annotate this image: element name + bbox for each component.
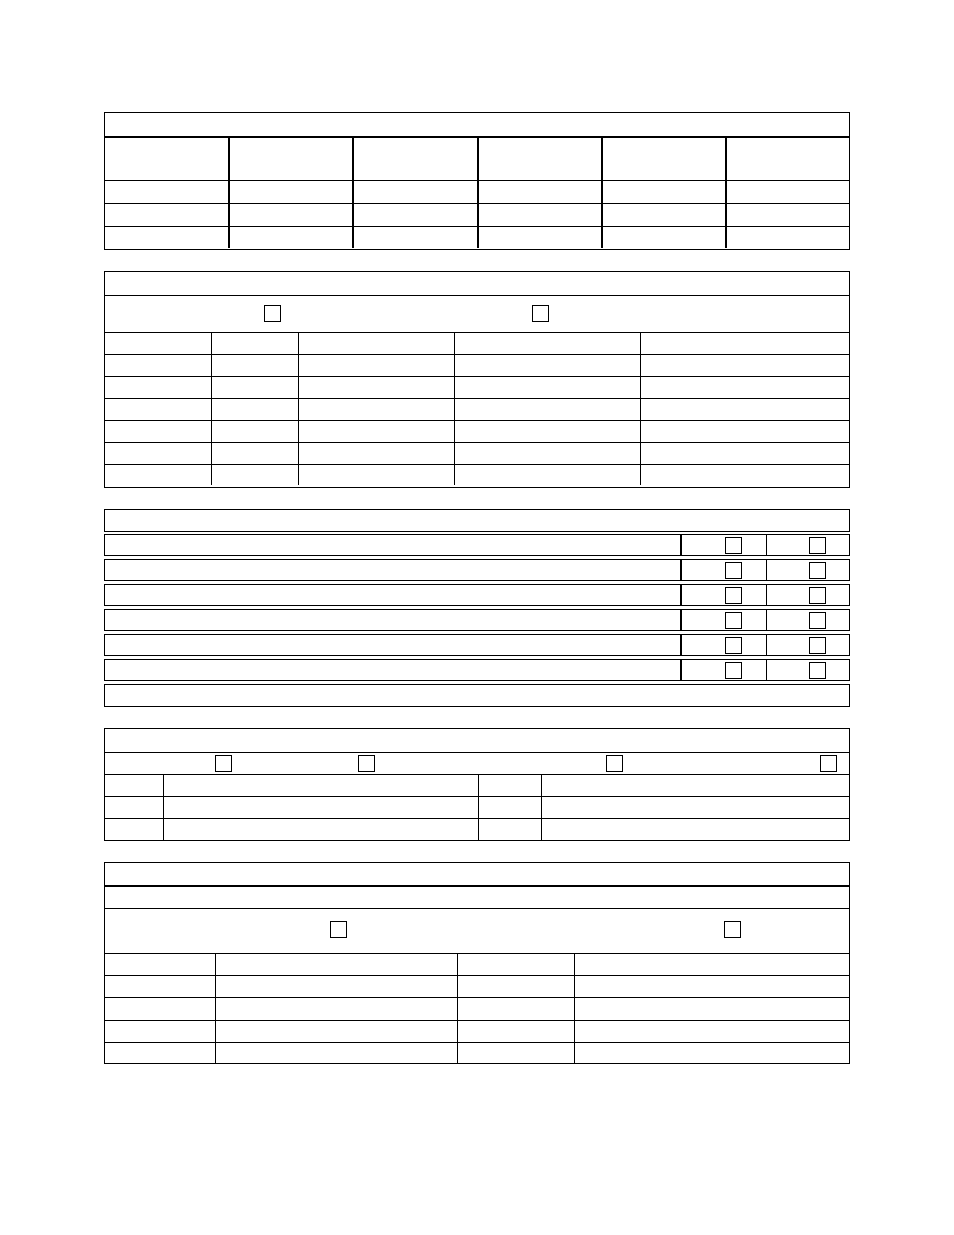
header-cell-6 (725, 138, 849, 180)
table-row (105, 376, 849, 398)
table-row (105, 354, 849, 376)
section-5-subtitle (105, 887, 849, 908)
table-row (105, 398, 849, 420)
table-cell[interactable] (105, 954, 215, 975)
section-1-title-row (105, 113, 849, 136)
table-cell[interactable] (105, 443, 211, 464)
table-cell[interactable] (574, 976, 849, 997)
table-cell (454, 333, 640, 354)
table-cell[interactable] (163, 797, 478, 818)
section-5-options-row (105, 908, 849, 953)
table-cell[interactable] (601, 181, 725, 203)
table-cell[interactable] (215, 1021, 457, 1042)
table-cell[interactable] (105, 976, 215, 997)
table-cell[interactable] (298, 355, 454, 376)
yes-no-cells-6 (681, 659, 850, 681)
section-1-header-row (105, 136, 849, 180)
yes-checkbox[interactable] (725, 587, 742, 604)
table-cell[interactable] (211, 355, 298, 376)
yes-cell (682, 585, 766, 605)
table-cell[interactable] (211, 377, 298, 398)
table-cell[interactable] (105, 399, 211, 420)
table-cell[interactable] (457, 998, 574, 1020)
table-cell (105, 333, 211, 354)
table-cell[interactable] (211, 465, 298, 485)
yes-cell (682, 535, 766, 555)
table-cell[interactable] (640, 421, 849, 442)
no-checkbox[interactable] (809, 587, 826, 604)
table-row (105, 796, 849, 818)
section-3-footer-box[interactable] (104, 684, 850, 707)
header-cell-1 (105, 138, 228, 180)
section-5-title-row (105, 863, 849, 885)
table-cell[interactable] (541, 775, 849, 796)
table-cell (298, 333, 454, 354)
no-cell (766, 660, 849, 680)
table-cell[interactable] (478, 797, 541, 818)
yes-no-cells-1 (681, 534, 850, 556)
option-a-checkbox[interactable] (264, 305, 281, 322)
yes-checkbox[interactable] (725, 562, 742, 579)
table-cell[interactable] (601, 204, 725, 226)
table-cell[interactable] (574, 1043, 849, 1063)
table-cell[interactable] (211, 399, 298, 420)
table-cell[interactable] (215, 1043, 457, 1063)
table-cell[interactable] (477, 204, 601, 226)
option-3-checkbox[interactable] (606, 755, 623, 772)
table-cell[interactable] (640, 377, 849, 398)
table-cell[interactable] (454, 465, 640, 485)
section-5-table (104, 862, 850, 1064)
table-cell (640, 333, 849, 354)
option-b-checkbox[interactable] (532, 305, 549, 322)
section-1-table (104, 112, 850, 250)
table-cell[interactable] (105, 775, 163, 796)
section-4-table (104, 728, 850, 841)
table-cell[interactable] (163, 819, 478, 840)
option-1-checkbox[interactable] (215, 755, 232, 772)
table-cell[interactable] (105, 797, 163, 818)
table-cell[interactable] (228, 181, 352, 203)
table-cell[interactable] (477, 181, 601, 203)
table-cell[interactable] (298, 399, 454, 420)
table-cell[interactable] (352, 181, 477, 203)
table-cell[interactable] (105, 1043, 215, 1063)
table-cell[interactable] (105, 465, 211, 485)
table-cell[interactable] (352, 227, 477, 248)
yes-no-cells-4 (681, 609, 850, 631)
header-cell-5 (601, 138, 725, 180)
no-checkbox[interactable] (809, 537, 826, 554)
table-cell[interactable] (105, 377, 211, 398)
table-cell[interactable] (228, 204, 352, 226)
table-row (105, 464, 849, 485)
no-checkbox[interactable] (809, 562, 826, 579)
table-cell[interactable] (725, 204, 849, 226)
option-b-checkbox[interactable] (724, 921, 741, 938)
table-cell[interactable] (457, 976, 574, 997)
table-cell[interactable] (478, 819, 541, 840)
table-cell[interactable] (457, 954, 574, 975)
table-cell[interactable] (640, 443, 849, 464)
yes-checkbox[interactable] (725, 662, 742, 679)
option-2-checkbox[interactable] (358, 755, 375, 772)
section-3-title-box (104, 509, 850, 532)
table-cell[interactable] (105, 1021, 215, 1042)
table-cell[interactable] (640, 399, 849, 420)
table-row (105, 420, 849, 442)
table-row (105, 818, 849, 840)
section-4-title (105, 729, 849, 752)
table-row (105, 1020, 849, 1042)
no-cell (766, 610, 849, 630)
table-cell[interactable] (454, 443, 640, 464)
table-cell[interactable] (640, 355, 849, 376)
yes-no-cells-2 (681, 559, 850, 581)
table-cell[interactable] (163, 775, 478, 796)
table-cell[interactable] (574, 998, 849, 1020)
no-cell (766, 585, 849, 605)
yes-no-cells-5 (681, 634, 850, 656)
table-cell[interactable] (541, 819, 849, 840)
table-cell[interactable] (298, 443, 454, 464)
table-cell[interactable] (298, 465, 454, 485)
table-cell[interactable] (211, 443, 298, 464)
yes-checkbox[interactable] (725, 612, 742, 629)
section-4-options-row (105, 752, 849, 774)
table-row (105, 203, 849, 226)
no-cell (766, 560, 849, 580)
table-row (105, 997, 849, 1020)
table-cell[interactable] (574, 1021, 849, 1042)
table-row (105, 442, 849, 464)
section-1-title (105, 113, 849, 136)
question-row-1 (104, 534, 681, 556)
no-checkbox[interactable] (809, 612, 826, 629)
table-row (105, 953, 849, 975)
table-cell[interactable] (105, 227, 228, 248)
section-5-subtitle-row (105, 885, 849, 908)
table-cell[interactable] (105, 421, 211, 442)
table-cell[interactable] (454, 399, 640, 420)
table-cell[interactable] (211, 421, 298, 442)
section-4-title-row (105, 729, 849, 752)
no-checkbox[interactable] (809, 662, 826, 679)
table-cell[interactable] (105, 819, 163, 840)
table-cell[interactable] (105, 355, 211, 376)
question-row-4 (104, 609, 681, 631)
table-cell[interactable] (215, 998, 457, 1020)
no-cell (766, 535, 849, 555)
question-row-6 (104, 659, 681, 681)
yes-cell (682, 635, 766, 655)
option-a-checkbox[interactable] (330, 921, 347, 938)
table-cell[interactable] (457, 1021, 574, 1042)
section-2-title (105, 272, 849, 295)
table-row (105, 774, 849, 796)
table-row (105, 226, 849, 248)
table-row (105, 1042, 849, 1063)
section-2-title-row (105, 272, 849, 295)
table-cell[interactable] (105, 998, 215, 1020)
table-cell[interactable] (601, 227, 725, 248)
table-cell[interactable] (574, 954, 849, 975)
table-cell[interactable] (352, 204, 477, 226)
table-cell[interactable] (640, 465, 849, 485)
table-cell[interactable] (457, 1043, 574, 1063)
table-cell[interactable] (478, 775, 541, 796)
table-cell[interactable] (541, 797, 849, 818)
table-cell[interactable] (454, 377, 640, 398)
yes-cell (682, 560, 766, 580)
table-row (105, 975, 849, 997)
table-cell (211, 333, 298, 354)
yes-cell (682, 660, 766, 680)
table-cell[interactable] (725, 227, 849, 248)
section-5-title (105, 863, 849, 885)
table-cell[interactable] (454, 421, 640, 442)
question-row-2 (104, 559, 681, 581)
yes-checkbox[interactable] (725, 637, 742, 654)
table-cell[interactable] (725, 181, 849, 203)
table-cell[interactable] (215, 976, 457, 997)
yes-cell (682, 610, 766, 630)
table-cell[interactable] (477, 227, 601, 248)
table-cell[interactable] (105, 204, 228, 226)
no-cell (766, 635, 849, 655)
yes-no-cells-3 (681, 584, 850, 606)
table-cell[interactable] (228, 227, 352, 248)
question-row-5 (104, 634, 681, 656)
section-2-table (104, 271, 850, 488)
table-row (105, 180, 849, 203)
section-2-options-row (105, 295, 849, 332)
header-cell-4 (477, 138, 601, 180)
no-checkbox[interactable] (809, 637, 826, 654)
table-cell[interactable] (215, 954, 457, 975)
section-2-header-row (105, 332, 849, 354)
header-cell-3 (352, 138, 477, 180)
question-row-3 (104, 584, 681, 606)
table-cell[interactable] (298, 377, 454, 398)
table-cell[interactable] (105, 181, 228, 203)
table-cell[interactable] (454, 355, 640, 376)
yes-checkbox[interactable] (725, 537, 742, 554)
option-4-checkbox[interactable] (820, 755, 837, 772)
header-cell-2 (228, 138, 352, 180)
table-cell[interactable] (298, 421, 454, 442)
